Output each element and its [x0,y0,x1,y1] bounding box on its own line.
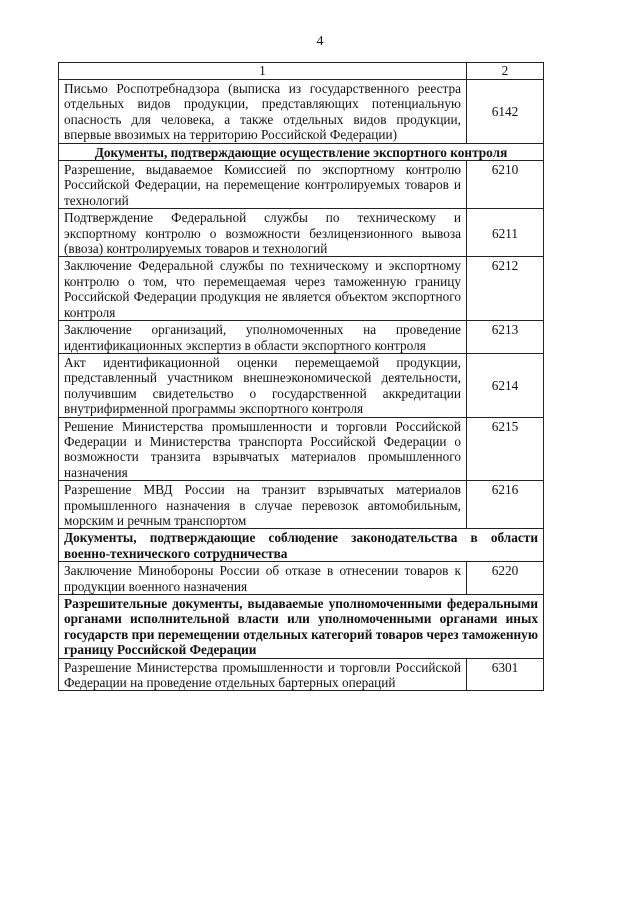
document-code: 6212 [467,257,544,321]
column-number-2: 2 [467,63,544,80]
column-number-row [59,63,544,80]
document-description: Письмо Роспотребнадзора (выписка из государственного реестра отдельных видов продукции, представляющих потенциальную опасность для человека, а также отдельных видов продукции, впервые ввозимых на территорию Российской Федерации) [59,80,467,144]
document-description: Разрешение, выдаваемое Комиссией по экспортному контролю Российской Федерации, на перемещение контролируемых товаров и технологий [59,161,467,209]
document-code: 6216 [467,481,544,529]
table-row [59,353,544,417]
document-description: Заключение организаций, уполномоченных на проведение идентификационных экспертиз в области экспортного контроля [59,321,467,354]
table-row [59,161,544,209]
document-description: Заключение Федеральной службы по техническому и экспортному контролю о том, что перемещаемая через таможенную границу Российской Федерации продукция не является объектом экспортного контроля [59,257,467,321]
document-description: Заключение Минобороны России об отказе в отнесении товаров к продукции военного назначения [59,562,467,595]
section-heading: Разрешительные документы, выдаваемые уполномоченными федеральными органами исполнительной власти или уполномоченными органами иных государств при перемещении отдельных категорий товаров через таможенную границу Российской Федерации [59,595,544,659]
column-number-1: 1 [59,63,467,80]
document-description: Решение Министерства промышленности и торговли Российской Федерации и Министерства транспорта Российской Федерации о возможности транзита взрывчатых материалов промышленного назначения [59,417,467,481]
document-description: Акт идентификационной оценки перемещаемой продукции, представленный участником внешнеэкономической деятельности, получившим свидетельство о государственной аккредитации внутрифирменной программы экспортного контроля [59,353,467,417]
table-row [59,481,544,529]
table-row [59,417,544,481]
table-row [59,257,544,321]
document-code: 6211 [467,209,544,257]
document-code: 6214 [467,353,544,417]
section-header-row [59,143,544,160]
document-code: 6142 [467,80,544,144]
section-heading: Документы, подтверждающие осуществление экспортного контроля [59,143,544,160]
section-heading: Документы, подтверждающие соблюдение законодательства в области военно-технического сотрудничества [59,529,544,562]
section-header-row [59,595,544,659]
documents-table [58,62,544,691]
table-row [59,80,544,144]
table-row [59,209,544,257]
table-row [59,658,544,691]
document-code: 6301 [467,658,544,691]
table-body [59,63,544,691]
table-row [59,321,544,354]
document-code: 6213 [467,321,544,354]
document-description: Разрешение Министерства промышленности и торговли Российской Федерации на проведение отдельных бартерных операций [59,658,467,691]
page-number: 4 [316,34,324,49]
document-description: Разрешение МВД России на транзит взрывчатых материалов промышленного назначения в случае перевозок автомобильным, морским и речным транспортом [59,481,467,529]
document-code: 6215 [467,417,544,481]
document-description: Подтверждение Федеральной службы по техническому и экспортному контролю о возможности безлицензионного вывоза (ввоза) контролируемых товаров и технологий [59,209,467,257]
table-row [59,562,544,595]
document-code: 6220 [467,562,544,595]
section-header-row [59,529,544,562]
document-code: 6210 [467,161,544,209]
